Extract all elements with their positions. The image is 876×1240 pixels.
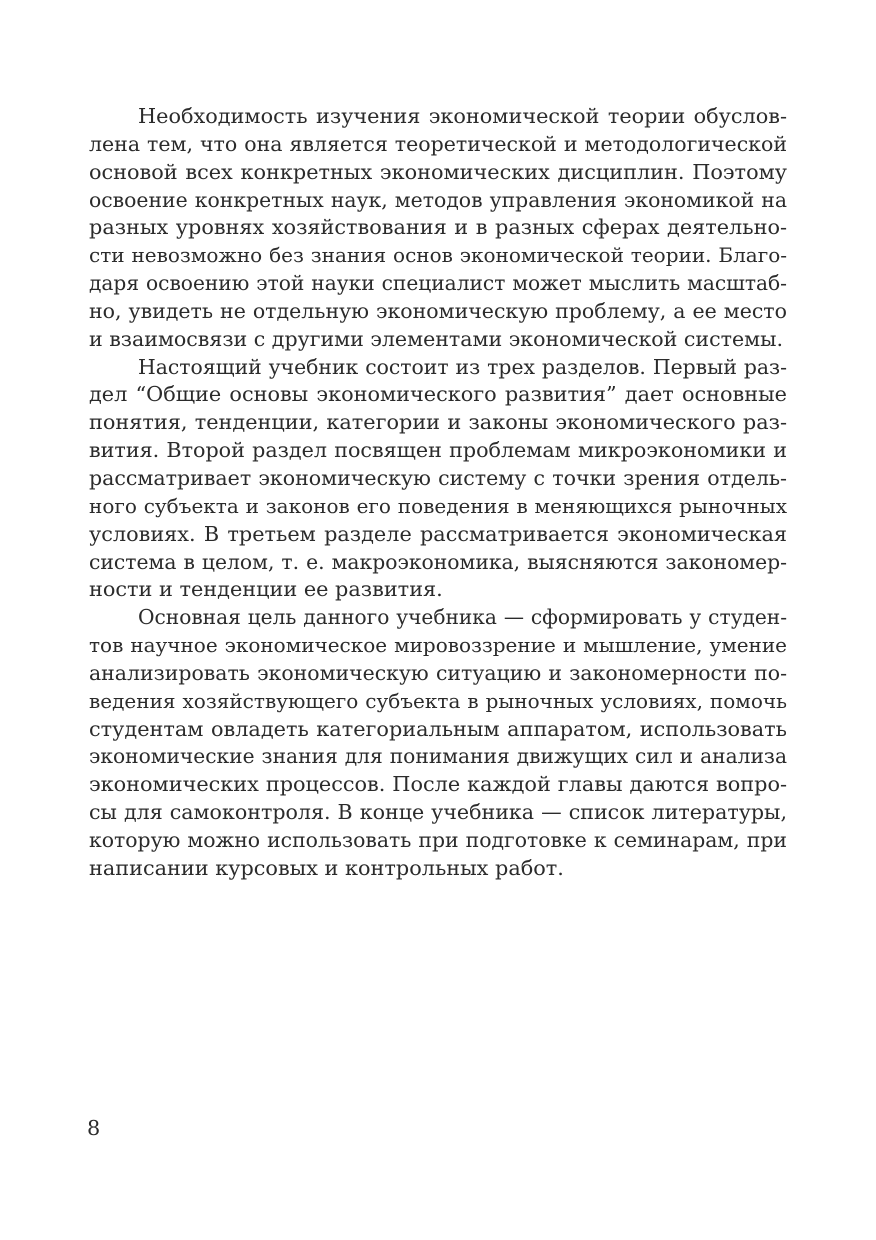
- text-line: сти невозможно без знания основ экономической теории. Благо-: [89, 243, 787, 268]
- text-line: вития. Второй раздел посвящен проблемам микроэкономики и: [89, 438, 787, 463]
- text-line: но, увидеть не отдельную экономическую проблему, а ее место: [89, 298, 787, 323]
- text-line: основой всех конкретных экономических дисциплин. Поэтому: [89, 159, 787, 184]
- text-line: и взаимосвязи с другими элементами экономической системы.: [89, 326, 783, 351]
- text-line: которую можно использовать при подготовке к семинарам, при: [89, 827, 787, 852]
- body-text: [89, 103, 787, 883]
- text-line: анализировать экономическую ситуацию и закономерности по-: [89, 660, 787, 685]
- paragraph: [89, 103, 787, 354]
- text-line: разных уровнях хозяйствования и в разных сферах деятельно-: [89, 215, 787, 240]
- text-line: система в целом, т. е. макроэкономика, выясняются закономер-: [89, 549, 787, 574]
- text-line: даря освоению этой науки специалист может мыслить масштаб-: [89, 271, 787, 296]
- text-line: ведения хозяйствующего субъекта в рыночных условиях, помочь: [89, 688, 787, 713]
- text-line: освоение конкретных наук, методов управления экономикой на: [89, 187, 787, 212]
- paragraph: [89, 354, 787, 605]
- text-line: ности и тенденции ее развития.: [89, 577, 443, 602]
- text-line: Настоящий учебник состоит из трех разделов. Первый раз-: [138, 354, 787, 379]
- text-line: экономические знания для понимания движущих сил и анализа: [89, 744, 787, 769]
- text-line: Основная цель данного учебника — сформировать у студен-: [138, 605, 787, 630]
- text-line: понятия, тенденции, категории и законы экономического раз-: [89, 410, 787, 435]
- text-line: Необходимость изучения экономической теории обуслов-: [138, 104, 787, 128]
- text-line: рассматривает экономическую систему с точки зрения отдель-: [89, 465, 787, 490]
- text-line: условиях. В третьем разделе рассматривается экономическая: [89, 521, 787, 546]
- text-line: тов научное экономическое мировоззрение и мышление, умение: [89, 633, 787, 658]
- page-number: 8: [87, 1116, 101, 1140]
- text-line: экономических процессов. После каждой главы даются вопро-: [89, 772, 787, 797]
- paragraph: [89, 604, 787, 882]
- text-line: написании курсовых и контрольных работ.: [89, 855, 564, 880]
- text-line: лена тем, что она является теоретической и методологической: [89, 131, 787, 156]
- text-line: ного субъекта и законов его поведения в меняющихся рыночных: [89, 493, 787, 518]
- text-line: сы для самоконтроля. В конце учебника — список литературы,: [89, 800, 787, 825]
- text-line: дел “Общие основы экономического развития” дает основные: [89, 382, 787, 407]
- text-line: студентам овладеть категориальным аппаратом, использовать: [89, 716, 787, 741]
